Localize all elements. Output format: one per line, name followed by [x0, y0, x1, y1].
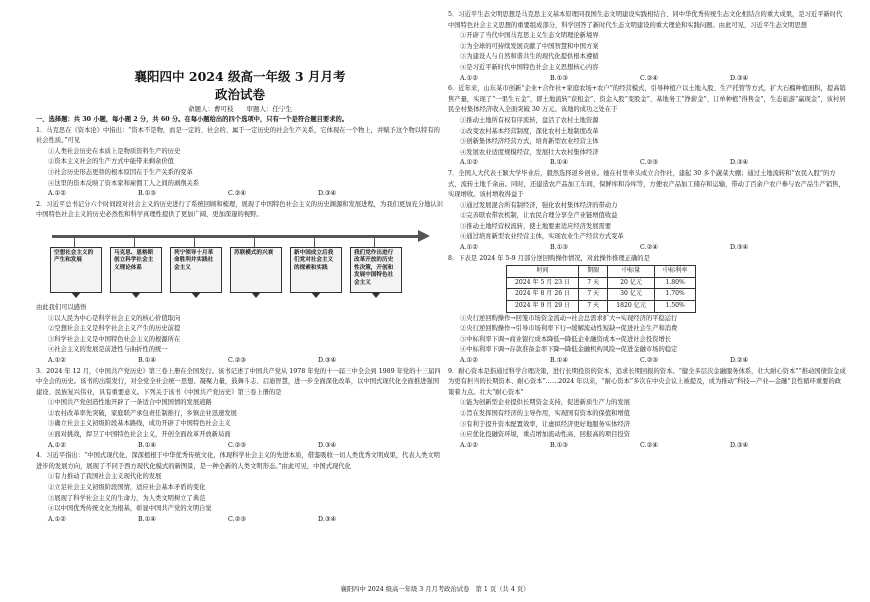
answer-option: C.②④: [640, 441, 658, 449]
answer-option: C.②④: [640, 244, 658, 252]
answer-option: B.①③: [550, 74, 568, 82]
answer-option: A.①②: [48, 515, 66, 523]
statement: ②央行逆回购操作→引导市场利率下行→缓解流动性短缺→促进社会生产和消费: [460, 325, 678, 333]
statement: ②完善联农带农机制，让农民合理分享全产业链增值收益: [460, 212, 618, 220]
table-cell: 1.50%: [654, 301, 695, 313]
answer-option: D.③④: [730, 244, 749, 252]
statement: ③推动土地经营权流转，使土地要素适应经济发展需要: [460, 222, 612, 230]
question-stem: 8．下表是 2024 年 5-9 月部分逆回购操作情况，对此操作推理正确的是: [448, 254, 650, 262]
question-stem: 5．习近平生态文明思想是马克思主义基本原理同我国生态文明建设实践相结合、同中华优秀传统生态文化相结合的重大成果，是习近平新时代中国特色社会主义思想的重要组成部分，科学回答了新时代生态文明建设的重大理论和实践问题。由此可见，习近平生态文明思想: [448, 11, 843, 29]
table-row: [507, 277, 696, 289]
timeline-arrow-icon: [418, 230, 430, 242]
table-header-cell: 期限: [579, 266, 608, 278]
statement: ④通过培育新型农业经营主体，实现农业生产经营方式变革: [460, 233, 624, 241]
timeline-stem: [254, 237, 255, 247]
table-header-cell: 中标利率: [654, 266, 695, 278]
statement: ①以人民为中心是科学社会主义的核心价值取向: [48, 314, 181, 322]
statement: ③展现了科学社会主义的生命力，为人类文明树立了典范: [48, 494, 206, 502]
answer-option: C.②③: [640, 357, 658, 364]
table-cell: 1820 亿元: [608, 301, 655, 313]
answer-option: A.①②: [460, 357, 478, 364]
answer-options: [448, 441, 846, 452]
table-row: [507, 301, 696, 313]
answer-option: C.②③: [228, 515, 246, 523]
question: [448, 10, 846, 84]
timeline-stage: 空想社会主义的产生和发展: [50, 247, 102, 293]
section-heading: 一、选择题：共 30 小题，每小题 2 分，共 60 分。在每小题给出的四个选项中，只有一个是符合题目要求的。: [36, 116, 349, 123]
question-stem: 4．习近平指出：“中国式现代化，深深植根于中华优秀传统文化，体现科学社会主义的先进本质，借鉴吸收一切人类优秀文明成果，代表人类文明进步的发展方向，展现了不同于西方现代化模式的新图景，是一种全新的人类文明形态。”由此可见，中国式现代化: [36, 452, 440, 470]
statement: ①推动土地所有权有序流转，盘活了农村土地资源: [460, 116, 599, 124]
answer-options: [448, 74, 846, 85]
answer-option: D.③④: [730, 74, 749, 82]
timeline-stem: [194, 237, 195, 247]
question: [448, 254, 846, 367]
answer-options: [448, 356, 846, 367]
question-stem: 9．耐心资本是指通过科学合理决策，进行长期投资的资本，追求长期回报的资本。“健全多层次金融服务体系，壮大耐心资本”“推动国债资金成为更有担当的长期资本、耐心资本”……2024 年以来，“耐心资本”多次在中央会议上被提及，成为推动“科技—产业—金融”良性循环重要的政策着力点。壮大“耐心资本”: [448, 367, 846, 396]
answer-option: C.②④: [640, 74, 658, 82]
table-cell: 2024 年 8 月 26 日: [507, 289, 579, 301]
statement: ②空想社会主义是科学社会主义产生的历史前提: [48, 325, 181, 333]
answer-option: B.①④: [138, 515, 156, 523]
page-footer: 襄阳四中 2024 级高一年级 3 月月考政治试卷 第 1 页（共 4 页）: [340, 586, 530, 593]
answer-option: B.①③: [550, 441, 568, 449]
exam-title: 襄阳四中 2024 级高一年级 3 月月考: [134, 69, 346, 84]
answer-option: A.①②: [460, 74, 478, 82]
statement: ②农村改革率先突破，家庭联产承包责任制推行，乡镇企业迅速发展: [48, 409, 237, 417]
question-stem: 3．2024 年 12 月，《中国共产党历史》第三卷上册在全国发行。该书记述了中国共产党从 1978 年党的十一届三中全会到 1989 年党的十三届四中全会的历史。该书的出版发行，对全党全社会统一思想、凝聚力量，鼓舞斗志、启迪智慧，进一步全面深化改革，以中国式现代化全面推进强国建设、民族复兴伟业，具有重要意义。下列关于该书《中国共产党历史》第三卷上册的是: [36, 367, 441, 396]
statement: ③创新集体经济经营方式，培育新型农业经营主体: [460, 138, 599, 146]
statement: ④这里的资本反映了资本家和雇佣工人之间的剥削关系: [48, 179, 200, 187]
timeline-stem: [74, 237, 75, 247]
statement: ④社会主义的发展是前进性与曲折性的统一: [48, 346, 168, 354]
statement: ①开辟了当代中国马克思主义生态文明理论新境界: [460, 32, 599, 40]
answer-option: A.①②: [460, 244, 478, 252]
table-cell: 30 亿元: [608, 289, 655, 301]
history-timeline: [48, 223, 444, 301]
answer-option: D.③④: [730, 441, 749, 449]
right-column: [448, 10, 846, 451]
statement: 由此我们可以感悟: [36, 303, 87, 311]
answer-option: D.③④: [318, 441, 337, 449]
statement: ③中标利率下调→商业银行成本降低→降低企业融资成本→促进社会投资增长: [460, 335, 672, 343]
answer-option: C.②③: [228, 356, 246, 364]
table-cell: 7 天: [579, 277, 608, 289]
answer-option: A.①②: [460, 159, 478, 167]
answer-option: D.②④: [730, 357, 749, 364]
question-stem: 2．习近平总书记分六个时间段对社会主义的历史进行了系统回顾和梳理，展现了中国特色社会主义的历史渊源和发展进程，为我们更加充分地认识中国特色社会主义的历史必然性和科学真理性提供了更加广阔、更加深邃的视野。: [36, 200, 444, 219]
table-header-cell: 时间: [507, 266, 579, 278]
answer-option: D.③④: [730, 159, 749, 167]
table-cell: 2024 年 9 月 29 日: [507, 301, 579, 313]
exam-authors: 命题人：曹可枝 审题人：任宁生: [188, 105, 292, 113]
statement: ③科学社会主义是中国特色社会主义的根源所在: [48, 335, 181, 343]
answer-option: B.①③: [550, 244, 568, 252]
answer-option: C.②④: [228, 190, 246, 198]
answer-option: A.①②: [48, 441, 66, 449]
timeline-stem: [374, 237, 375, 247]
question: [36, 367, 444, 452]
question: [36, 451, 444, 525]
statement: ③确立社会主义初级阶段基本路线，成功开辟了中国特色社会主义: [48, 420, 231, 428]
timeline-stage: 新中国成立后我们党对社会主义的探索和实践: [290, 247, 342, 293]
question-stem: 6．近年来，山东某市创新“企业+合作社+家庭农场+农户”的经营模式，引导种植户以土地入股、生产托管等方式，扩大石榴种植面积，提高销售产量，实现了“一果生五金”，即土地流转“获租金”、资金入股“变股金”、基地务工“挣薪金”、订单种植“得售金”，生态旅游“赢现金”，该村居民全村集体经济收入全面突破 30 万元。该地的成功之处在于: [448, 85, 846, 114]
statement: ④中标利率下调→存款准备金率下降→降低金融机构风险→促进金融市场的稳定: [460, 346, 678, 354]
statement: ②资本主义社会的生产方式中能带来剩余价值: [48, 158, 174, 166]
statement: ②为全球的可持续发展贡献了中国智慧和中国方案: [460, 42, 599, 50]
statement: ①央行逆回购操作→回笼市场资金流动→社会总需求扩大→实现经济的平稳运行: [460, 314, 678, 322]
statement: ③社会历史形态更替的根本原因在于生产关系的变革: [48, 168, 193, 176]
timeline-stage: 我们党作出进行改革开放的历史性决策，开创和发展中国特色社会主义: [350, 247, 402, 293]
statement: ②立足社会主义初级阶段国情，适应社会基本矛盾的变化: [48, 484, 206, 492]
statement: ①中国共产党创造性地开辟了一条适合中国国情的发展道路: [48, 399, 212, 407]
answer-option: C.②③: [228, 441, 246, 449]
answer-options: [36, 515, 444, 526]
timeline-bar: [52, 235, 418, 238]
statement: ④应优化投融资环境，重点增加流动性高、回报高的项目投资: [460, 431, 631, 439]
answer-option: D.③④: [318, 190, 337, 198]
statement: ①通过发展混合所有制经济，强化农村集体经济的带动力: [460, 201, 618, 209]
question: [448, 84, 846, 169]
statement: ④是习近平新时代中国特色社会主义思想核心内容: [460, 63, 599, 71]
answer-options: [448, 158, 846, 169]
answer-option: B.①④: [550, 357, 568, 364]
statement: ①人类社会历史在本质上是物质资料生产的历史: [48, 147, 181, 155]
exam-subtitle: 政治试卷: [214, 87, 265, 102]
question: [448, 367, 846, 452]
answer-option: D.③④: [318, 515, 337, 523]
answer-option: B.①④: [138, 356, 156, 364]
answer-option: A.①②: [48, 356, 66, 364]
statement: ②旨在发挥国有经济的主导作用，实现国有资本的保值和增值: [460, 409, 631, 417]
table-cell: 7 天: [579, 301, 608, 313]
answer-options: [448, 243, 846, 254]
statement: ④发展农业适度规模经营，发展壮大农村集体经济: [460, 148, 599, 156]
answer-options: [36, 441, 444, 452]
table-cell: 7 天: [579, 289, 608, 301]
answer-options: [36, 356, 444, 367]
question: [36, 126, 444, 200]
table-cell: 1.80%: [654, 277, 695, 289]
statement: ②改变农村基本经营制度，深化农村土地制度改革: [460, 127, 599, 135]
table-cell: 1.70%: [654, 289, 695, 301]
repo-table: [506, 265, 696, 312]
statement: ③为建设人与自然和谐共生的现代化提供根本遵循: [460, 53, 599, 61]
table-header-row: [507, 266, 696, 278]
question-stem: 1．马克思在《资本论》中指出：“资本不是物，而是一定的、社会的、属于一定历史的社会生产关系，它体现在一个物上，并赋予这个物以特有的社会性质。”可见: [36, 126, 440, 145]
question: [448, 169, 846, 254]
statement: ①能为创新型企业提供长期资金支持，促进新质生产力的发展: [460, 399, 631, 407]
question-stem: 7．全国人大代表王颖大学毕业后，毅然选择返乡创业。她在村里牵头成立合作社，建起 30 多个蔬菜大棚；通过土地流转和“农民入股”的方式，流转土地千余亩。同时，还建造农产品加工车间，保鲜库和冷库等，方便农产品加工储存和运输，带动了百余户农户参与农产品生产销售，实现增收。该村增收得益于: [448, 169, 845, 199]
table-cell: 2024 年 5 月 23 日: [507, 277, 579, 289]
timeline-stage: 苏联模式的兴衰: [230, 247, 282, 293]
left-questions: [36, 126, 444, 526]
left-column: [36, 10, 444, 525]
statement: ④面对挑战，捍卫了中国特色社会主义，开创全面改革开放新局面: [48, 431, 231, 439]
answer-option: A.①②: [48, 190, 66, 198]
timeline-stage: 列宁领导十月革命胜利并实践社会主义: [170, 247, 222, 293]
answer-option: C.②③: [640, 159, 658, 167]
answer-option: B.①④: [550, 159, 568, 167]
answer-option: B.①③: [138, 190, 156, 198]
timeline-stem: [314, 237, 315, 247]
answer-options: [36, 189, 444, 200]
answer-option: A.①②: [460, 441, 478, 449]
statement: ③有利于提升资本配置效率，让虚拟经济更好地服务实体经济: [460, 420, 631, 428]
table-row: [507, 289, 696, 301]
table-cell: 20 亿元: [608, 277, 655, 289]
question: [36, 200, 444, 367]
answer-option: D.③④: [318, 356, 337, 364]
timeline-stem: [134, 237, 135, 247]
statement: ①有力推动了我国社会主义现代化的发展: [48, 473, 162, 481]
statement: ④以中国优秀传统文化为根基，彰显中国共产党的文明自觉: [48, 505, 212, 513]
right-questions: [448, 10, 846, 451]
table-header-cell: 中标量: [608, 266, 655, 278]
answer-option: B.①④: [138, 441, 156, 449]
timeline-stage: 马克思、恩格斯创立科学社会主义理论体系: [110, 247, 162, 293]
